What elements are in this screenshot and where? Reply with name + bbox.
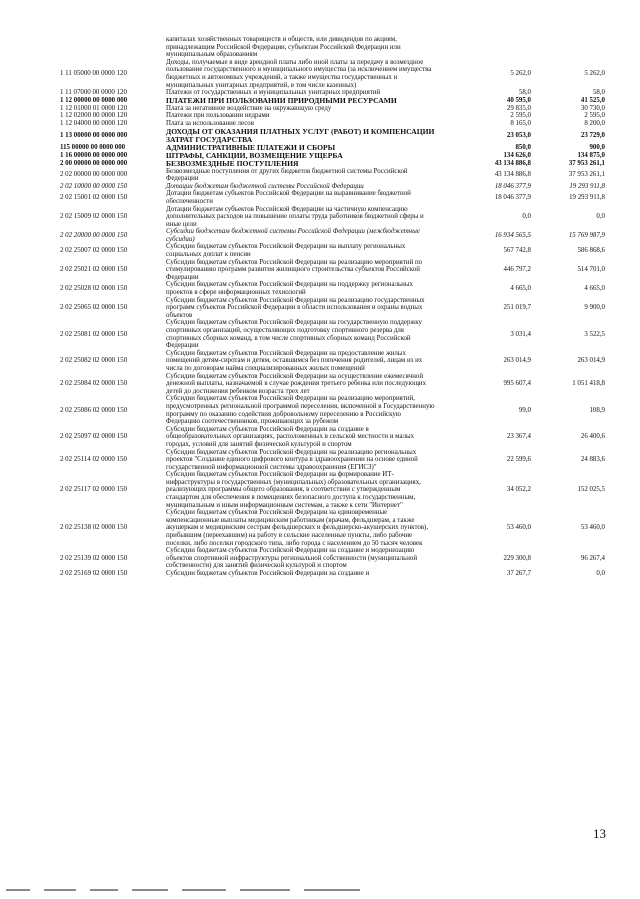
- value-year1-cell: 134 626,0: [503, 151, 531, 159]
- description-cell: Плата за негативное воздействие на окружающую среду: [166, 104, 332, 112]
- table-row: [60, 395, 605, 425]
- table-row: [60, 350, 605, 373]
- value-year1-cell: 23 367,4: [506, 433, 531, 441]
- value-year2-cell: 58,0: [592, 89, 605, 97]
- budget-code-cell: 2 02 25097 02 0000 150: [60, 433, 128, 441]
- description-cell: Дотации бюджетам субъектов Российской Федерации на выравнивание бюджетной обеспеченности: [166, 190, 411, 205]
- budget-code-cell: 1 12 00000 00 0000 000: [60, 96, 128, 104]
- budget-code-cell: 2 02 25082 02 0000 150: [60, 357, 128, 365]
- description-cell: Субсидии бюджетам субъектов Российской Федерации на поддержку региональных проектов в сфере информационных технологий: [166, 281, 413, 297]
- budget-code-cell: 2 00 00000 00 0000 000: [60, 159, 128, 167]
- budget-code-cell: 115 00000 00 0000 000: [60, 143, 126, 151]
- budget-code-cell: 2 02 25117 02 0000 150: [60, 486, 127, 494]
- description-cell: Субсидии бюджетам субъектов Российской Федерации на реализацию региональных проектов "Создание единого цифрового контура в здравоохранении на основе единой государственной информационной системы здравоохранения (ЕГИСЗ)": [166, 448, 418, 471]
- description-cell: Субсидии бюджетам субъектов Российской Федерации на выплату региональных социальных доплат к пенсии: [166, 243, 406, 259]
- value-year2-cell: 152 025,5: [577, 486, 605, 494]
- description-cell: ПЛАТЕЖИ ПРИ ПОЛЬЗОВАНИИ ПРИРОДНЫМИ РЕСУРСАМИ: [166, 95, 397, 105]
- value-year1-cell: 16 934 565,5: [494, 232, 531, 240]
- value-year1-cell: 40 595,0: [506, 96, 531, 104]
- budget-code-cell: 1 12 02000 00 0000 120: [60, 112, 128, 120]
- value-year1-cell: 58,0: [518, 89, 531, 97]
- budget-code-cell: 2 02 25007 02 0000 150: [60, 247, 128, 255]
- description-cell: ДОХОДЫ ОТ ОКАЗАНИЯ ПЛАТНЫХ УСЛУГ (РАБОТ) И КОМПЕНСАЦИИ ЗАТРАТ ГОСУДАРСТВА: [166, 126, 435, 144]
- budget-code-cell: 2 02 25081 02 0000 150: [60, 330, 128, 338]
- value-year2-cell: 134 875,0: [577, 151, 605, 159]
- value-year1-cell: 995 607,4: [503, 380, 531, 388]
- description-cell: Платежи при пользовании недрами: [166, 112, 270, 120]
- value-year1-cell: 5 262,0: [510, 70, 531, 78]
- value-year2-cell: 0,0: [596, 570, 605, 577]
- value-year1-cell: 18 046 377,9: [494, 194, 531, 202]
- budget-code-cell: 2 02 25139 02 0000 150: [60, 554, 128, 562]
- value-year1-cell: 4 665,0: [510, 285, 531, 293]
- table-row: [60, 112, 605, 120]
- value-year2-cell: 19 293 911,8: [569, 182, 605, 190]
- value-year1-cell: 8 165,0: [510, 119, 531, 127]
- table-row: [60, 206, 605, 229]
- description-cell: Безвозмездные поступления от других бюджетов бюджетной системы Российской Федерации: [166, 167, 408, 183]
- budget-code-cell: 2 02 15009 02 0000 150: [60, 213, 128, 221]
- description-cell: БЕЗВОЗМЕЗДНЫЕ ПОСТУПЛЕНИЯ: [166, 158, 299, 168]
- budget-code-cell: 2 02 20000 00 0000 150: [60, 232, 128, 240]
- value-year2-cell: 15 769 987,9: [568, 232, 605, 240]
- value-year2-cell: 37 953 261,1: [568, 171, 605, 179]
- value-year2-cell: 514 701,0: [577, 266, 605, 274]
- table-row: [60, 152, 605, 160]
- value-year1-cell: 22 599,6: [506, 456, 531, 464]
- description-cell: Платежи от государственных и муниципальных унитарных предприятий: [166, 89, 381, 97]
- value-year2-cell: 9 900,0: [584, 304, 605, 312]
- value-year1-cell: 3 031,4: [510, 330, 531, 338]
- value-year2-cell: 263 014,9: [577, 357, 605, 365]
- page-number: 13: [593, 826, 606, 841]
- value-year1-cell: 850,0: [515, 143, 531, 151]
- value-year1-cell: 229 300,8: [503, 554, 531, 562]
- table-row: [60, 190, 605, 205]
- budget-code-cell: 2 02 25065 02 0000 150: [60, 304, 128, 312]
- table-row: [60, 570, 605, 578]
- table-row: [60, 509, 605, 547]
- table-row: [60, 183, 605, 191]
- value-year2-cell: 23 729,0: [580, 131, 605, 139]
- budget-code-cell: 2 02 25086 02 0000 150: [60, 406, 128, 414]
- budget-code-cell: 1 12 04000 00 0000 120: [60, 119, 128, 127]
- value-year2-cell: 26 400,6: [580, 433, 605, 441]
- budget-code-cell: 2 02 00000 00 0000 000: [60, 171, 128, 179]
- value-year2-cell: 30 730,0: [580, 104, 605, 112]
- description-cell: Доходы, получаемые в виде арендной платы либо иной платы за передачу в возмездное пользование государственного и муниципального имущества (за исключением имущества бюджетных и автономных учреждений, а также имущества государственных и муниципальных унитарных предприятий, в том числе казенных): [166, 58, 432, 89]
- value-year1-cell: 18 046 377,9: [494, 182, 531, 190]
- description-cell: Субсидии бюджетам субъектов Российской Федерации на создание и модернизацию объектов спортивной инфраструктуры региональной собственности (муниципальной собственности) для занятий физической культурой и спортом: [166, 547, 418, 570]
- budget-code-cell: 2 02 25114 02 0000 150: [60, 456, 127, 464]
- budget-code-cell: 2 02 25084 02 0000 150: [60, 380, 128, 388]
- value-year2-cell: 19 293 911,8: [569, 194, 605, 202]
- value-year1-cell: 37 267,7: [506, 570, 531, 577]
- budget-code-cell: 2 02 25169 02 0000 150: [60, 570, 128, 577]
- table-row: [60, 228, 605, 243]
- description-cell: Субсидии бюджетам субъектов Российской Федерации на реализацию мероприятий, предусмотренных региональной программой переселения, включенной в Государственную программу по оказанию содействия добровольному переселению в Российскую Федерацию соотечественников, проживающих за рубежом: [166, 395, 435, 426]
- footer-scan-artifact: [0, 888, 640, 892]
- value-year2-cell: 586 868,6: [577, 247, 605, 255]
- table-row: [60, 471, 605, 509]
- value-year1-cell: 53 460,0: [506, 524, 531, 532]
- table-row: [60, 259, 605, 282]
- budget-code-cell: 1 13 00000 00 0000 000: [60, 131, 128, 139]
- table-row: [60, 97, 605, 105]
- description-cell: Субсидии бюджетам субъектов Российской Федерации на единовременные компенсационные выплаты медицинским работникам (врачам, фельдшерам, а также акушеркам и медицинским сестрам фельдшерских и фельдшерско-акушерских пунктов), прибывшим (переехавшим) на работу в сельские населенные пункты, либо рабочие поселки, либо поселки городского типа, либо города с населением до 50 тысяч человек: [166, 509, 429, 547]
- description-cell: Дотации бюджетам бюджетной системы Российской Федерации: [166, 182, 364, 190]
- value-year2-cell: 2 595,0: [584, 112, 605, 120]
- table-row: [60, 426, 605, 449]
- description-cell: Дотации бюджетам субъектов Российской Федерации на частичную компенсацию дополнительных расходов на повышение оплаты труда работников бюджетной сферы и иные цели: [166, 205, 424, 228]
- description-cell: Субсидии бюджетам субъектов Российской Федерации на реализацию государственных программ субъектов Российской Федерации в области использования и охраны водных объектов: [166, 296, 425, 319]
- table-row: [60, 319, 605, 349]
- value-year2-cell: 3 522,5: [584, 330, 605, 338]
- table-row: [60, 168, 605, 183]
- revenue-table: [60, 36, 605, 578]
- value-year1-cell: 99,0: [518, 406, 531, 414]
- value-year1-cell: 43 134 886,8: [494, 171, 531, 179]
- table-row: [60, 160, 605, 168]
- value-year2-cell: 53 460,0: [580, 524, 605, 532]
- value-year2-cell: 37 953 261,1: [568, 159, 605, 167]
- budget-code-cell: 2 02 25138 02 0000 150: [60, 524, 128, 532]
- value-year1-cell: 23 053,0: [506, 131, 531, 139]
- budget-code-cell: 1 12 01000 01 0000 120: [60, 104, 128, 112]
- table-row: [60, 59, 605, 89]
- value-year2-cell: 900,0: [589, 143, 605, 151]
- table-row: [60, 281, 605, 296]
- value-year2-cell: 1 051 418,8: [572, 380, 605, 388]
- description-cell: Субсидии бюджетам субъектов Российской Федерации на реализацию мероприятий по стимулированию программ развития жилищного строительства субъектов Российской Федерации: [166, 258, 423, 281]
- table-row: [60, 297, 605, 320]
- value-year2-cell: 4 665,0: [584, 285, 605, 293]
- value-year2-cell: 108,9: [589, 406, 605, 414]
- budget-code-cell: 1 16 00000 00 0000 000: [60, 151, 128, 159]
- value-year1-cell: 0,0: [522, 213, 531, 221]
- description-cell: АДМИНИСТРАТИВНЫЕ ПЛАТЕЖИ И СБОРЫ: [166, 142, 336, 152]
- description-cell: Субсидии бюджетам субъектов Российской Федерации на создание в общеобразовательных организациях, расположенных в сельской местности и малых городах, условий для занятий физической культурой и спортом: [166, 425, 415, 448]
- description-cell: Субсидии бюджетам субъектов Российской Федерации на предоставление жилых помещений детям-сиротам и детям, оставшимся без попечения родителей, лицам из их числа по договорам найма специализированных жилых помещений: [166, 349, 423, 372]
- value-year1-cell: 2 595,0: [510, 112, 531, 120]
- description-cell: Субсидии бюджетам субъектов Российской Федерации на государственную поддержку спортивных организаций, осуществляющих подготовку спортивного резерва для спортивных сборных команд, в том числе спортивных сборных команд Российской Федерации: [166, 319, 422, 350]
- value-year1-cell: 29 835,0: [506, 104, 531, 112]
- table-row: [60, 449, 605, 472]
- description-cell: Субсидии бюджетам бюджетной системы Российской Федерации (межбюджетные субсидии): [166, 228, 420, 243]
- budget-code-cell: 1 11 07000 00 0000 120: [60, 89, 127, 97]
- description-cell: ШТРАФЫ, САНКЦИИ, ВОЗМЕЩЕНИЕ УЩЕРБА: [166, 150, 343, 160]
- description-cell: Плата за использование лесов: [166, 119, 254, 127]
- value-year2-cell: 8 200,0: [584, 119, 605, 127]
- budget-code-cell: 2 02 10000 00 0000 150: [60, 182, 128, 190]
- value-year2-cell: 96 267,4: [580, 554, 605, 562]
- value-year1-cell: 34 052,2: [506, 486, 531, 494]
- value-year2-cell: 0,0: [596, 213, 605, 221]
- value-year1-cell: 567 742,8: [503, 247, 531, 255]
- description-cell: Субсидии бюджетам субъектов Российской Федерации на создание и: [166, 570, 370, 577]
- budget-code-cell: 2 02 25021 02 0000 150: [60, 266, 128, 274]
- table-row: [60, 547, 605, 570]
- budget-code-cell: 2 02 25028 02 0000 150: [60, 285, 128, 293]
- table-row: [60, 373, 605, 396]
- description-cell: Субсидии бюджетам субъектов Российской Федерации на формирование ИТ-инфраструктуры в государственных (муниципальных) образовательных организациях, реализующих программы общего образования, в соответствии с утвержденным стандартом для обеспечения в помещениях безопасного доступа к государственным, муниципальным и иным информационным системам, а также к сети "Интернет": [166, 471, 421, 509]
- value-year1-cell: 43 134 886,8: [494, 159, 531, 167]
- table-row: [60, 36, 605, 59]
- value-year2-cell: 41 525,0: [580, 96, 605, 104]
- value-year2-cell: 24 883,6: [580, 456, 605, 464]
- budget-code-cell: 2 02 15001 02 0000 150: [60, 194, 128, 202]
- table-row: [60, 243, 605, 258]
- value-year1-cell: 251 019,7: [503, 304, 531, 312]
- table-row: [60, 105, 605, 113]
- description-cell: Субсидии бюджетам субъектов Российской Федерации на осуществление ежемесячной денежной выплаты, назначаемой в случае рождения третьего ребенка или последующих детей до достижения ребенком возраста трех лет: [166, 372, 427, 395]
- value-year2-cell: 5 262,0: [584, 70, 605, 78]
- value-year1-cell: 263 014,9: [503, 357, 531, 365]
- value-year1-cell: 446 797,2: [503, 266, 531, 274]
- description-cell: капиталах хозяйственных товариществ и обществ, или дивидендов по акциям, принадлежащим Российской Федерации, субъектам Российской Федерации или муниципальным образованиям: [166, 36, 401, 59]
- budget-code-cell: 1 11 05000 00 0000 120: [60, 70, 127, 78]
- table-row: [60, 128, 605, 144]
